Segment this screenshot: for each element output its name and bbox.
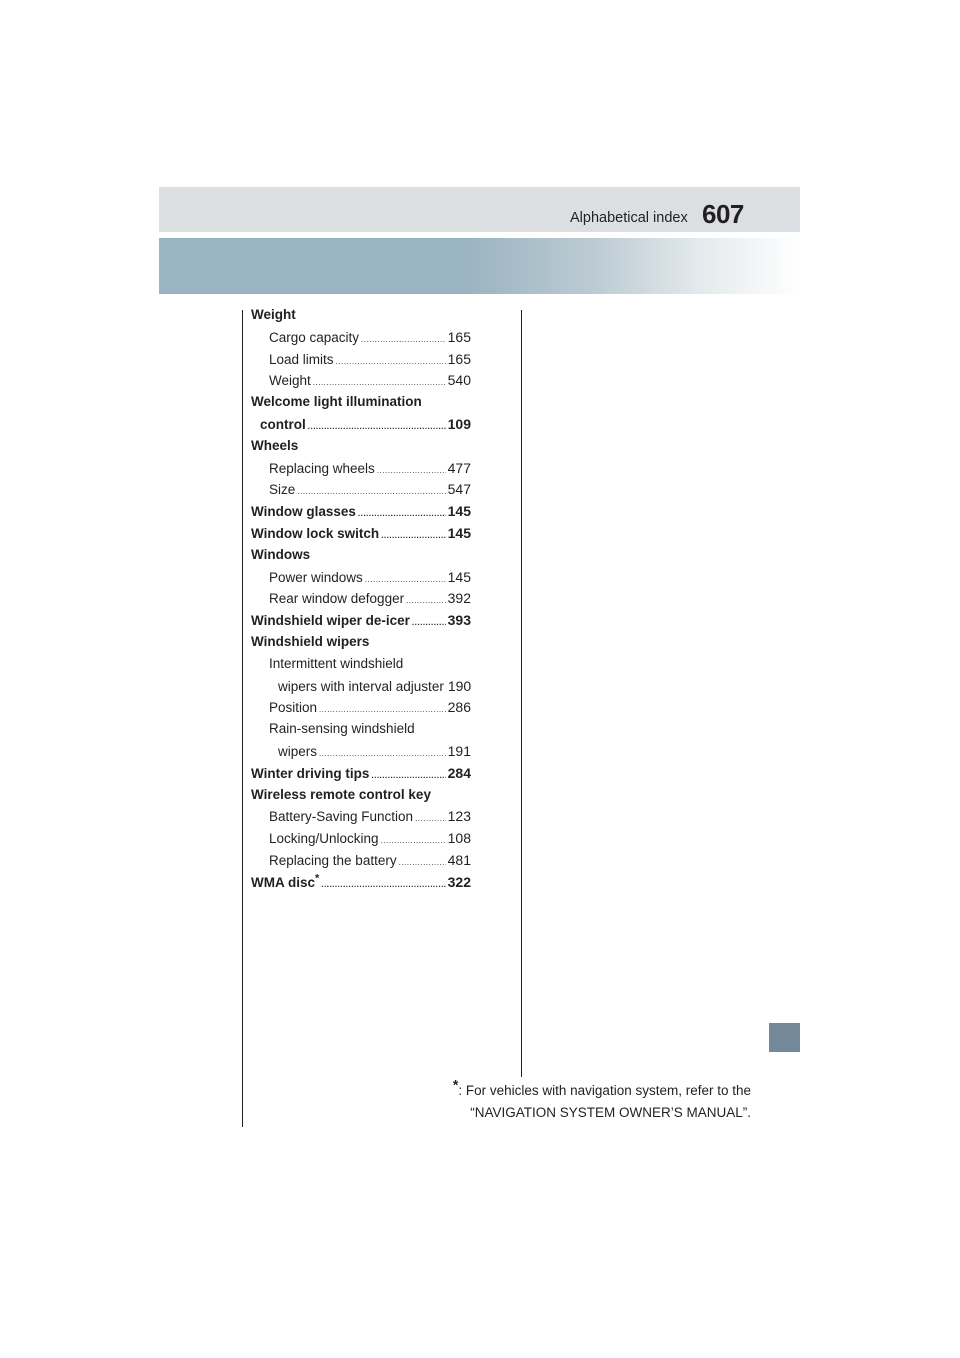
index-subentry (251, 721, 471, 743)
footnote-line-2: “NAVIGATION SYSTEM OWNER’S MANUAL”. (470, 1105, 751, 1120)
index-subentry[interactable] (251, 460, 471, 482)
index-entry[interactable] (251, 612, 471, 634)
entry-label-text: WMA disc (251, 874, 315, 890)
page-ref[interactable]: 190 (447, 677, 472, 694)
entry-label: Window lock switch (251, 525, 380, 541)
leader-dots (371, 772, 445, 780)
entry-label: Welcome light illumination (251, 394, 422, 410)
entry-label: Replacing wheels (269, 460, 375, 476)
leader-dots (321, 881, 445, 889)
leader-dots (308, 423, 446, 431)
index-subentry[interactable] (251, 372, 471, 394)
footnote-line-1 (452, 1076, 751, 1102)
footnote-marker: * (315, 872, 320, 885)
footnote-text-1: : For vehicles with navigation system, refer to the (458, 1083, 751, 1098)
page-ref[interactable]: 145 (447, 503, 471, 520)
entry-label: Weight (269, 373, 311, 389)
entry-label: Wireless remote control key (251, 786, 431, 802)
entry-label: Windshield wiper de-icer (251, 613, 410, 629)
index-entry (251, 787, 471, 809)
index-entry (251, 634, 471, 656)
index-entry (251, 547, 471, 569)
entry-label: Rain-sensing windshield (269, 721, 415, 737)
index-entry (251, 394, 471, 416)
leader-dots (319, 706, 446, 714)
leader-dots (381, 837, 446, 845)
index-subentry-continued[interactable] (251, 743, 471, 765)
page-ref[interactable]: 145 (447, 524, 471, 541)
leader-dots (361, 336, 446, 344)
entry-label: Weight (251, 307, 296, 322)
leader-dots (406, 597, 446, 605)
index-entry[interactable] (251, 503, 471, 525)
leader-dots (297, 488, 445, 496)
leader-dots (365, 576, 446, 584)
column-divider (521, 310, 522, 1077)
entry-label: Wheels (251, 437, 299, 453)
leader-dots (358, 510, 446, 518)
leader-dots (399, 859, 446, 867)
page-ref[interactable]: 547 (447, 481, 471, 498)
entry-label: control (260, 416, 306, 432)
index-entry[interactable] (251, 525, 471, 547)
index-subentry (251, 656, 471, 678)
entry-label: Battery-Saving Function (269, 809, 414, 825)
page-ref[interactable]: 393 (447, 612, 471, 629)
entry-label: Power windows (269, 569, 363, 585)
entry-label: Replacing the battery (269, 852, 397, 868)
entry-label: Window glasses (251, 504, 356, 520)
index-subentry[interactable] (251, 569, 471, 591)
leader-dots (381, 532, 446, 540)
index-entry-continued[interactable] (251, 416, 471, 438)
index-entry[interactable] (251, 765, 471, 787)
leader-dots (313, 379, 446, 387)
index-subentry[interactable] (251, 699, 471, 721)
footnote-marker: * (452, 1076, 459, 1093)
page-ref[interactable]: 392 (447, 590, 471, 607)
page-ref[interactable]: 481 (447, 851, 471, 868)
index-subentry[interactable] (251, 351, 471, 373)
entry-label: Winter driving tips (251, 765, 370, 781)
page-ref[interactable]: 286 (447, 699, 471, 716)
leader-dots (336, 358, 446, 366)
leader-dots (412, 619, 446, 627)
page-ref[interactable]: 109 (447, 415, 471, 432)
page-ref[interactable]: 165 (447, 328, 471, 345)
header-gradient-band (159, 238, 800, 294)
entry-label: Windshield wipers (251, 633, 370, 649)
leader-dots (319, 750, 446, 758)
left-margin-rule (242, 310, 243, 1127)
entry-label (251, 872, 320, 890)
index-subentry[interactable] (251, 590, 471, 612)
entry-label: wipers with interval adjuster (278, 678, 444, 694)
page-ref[interactable]: 322 (447, 873, 471, 890)
entry-label: Size (269, 482, 296, 498)
page-ref[interactable]: 123 (447, 808, 471, 825)
page-ref[interactable]: 540 (447, 372, 471, 389)
page-ref[interactable]: 477 (447, 459, 471, 476)
index-subentry[interactable] (251, 808, 471, 830)
index-column (251, 307, 471, 896)
entry-label: Locking/Unlocking (269, 831, 379, 847)
leader-dots (415, 815, 446, 823)
section-tab (769, 1023, 800, 1052)
index-subentry[interactable] (251, 852, 471, 874)
page-number: 607 (702, 199, 744, 229)
index-entry[interactable] (251, 874, 471, 896)
page-ref[interactable]: 145 (447, 568, 471, 585)
page-ref[interactable]: 284 (447, 764, 471, 781)
page-ref[interactable]: 165 (447, 350, 471, 367)
footnote (452, 1076, 751, 1124)
index-subentry-continued[interactable] (251, 678, 471, 700)
leader-dots (377, 467, 446, 475)
entry-label: Intermittent windshield (269, 655, 404, 671)
page-ref[interactable]: 191 (447, 742, 471, 759)
index-subentry[interactable] (251, 329, 471, 351)
index-entry (251, 438, 471, 460)
entry-label: Windows (251, 546, 311, 562)
entry-label: Rear window defogger (269, 591, 405, 607)
header-title: Alphabetical index (570, 210, 688, 226)
entry-label: wipers (278, 743, 318, 759)
entry-label: Load limits (269, 351, 334, 367)
page-ref[interactable]: 108 (447, 830, 471, 847)
index-subentry[interactable] (251, 481, 471, 503)
index-entry (251, 307, 471, 329)
entry-label: Cargo capacity (269, 329, 360, 345)
entry-label: Position (269, 700, 318, 716)
index-subentry[interactable] (251, 830, 471, 852)
